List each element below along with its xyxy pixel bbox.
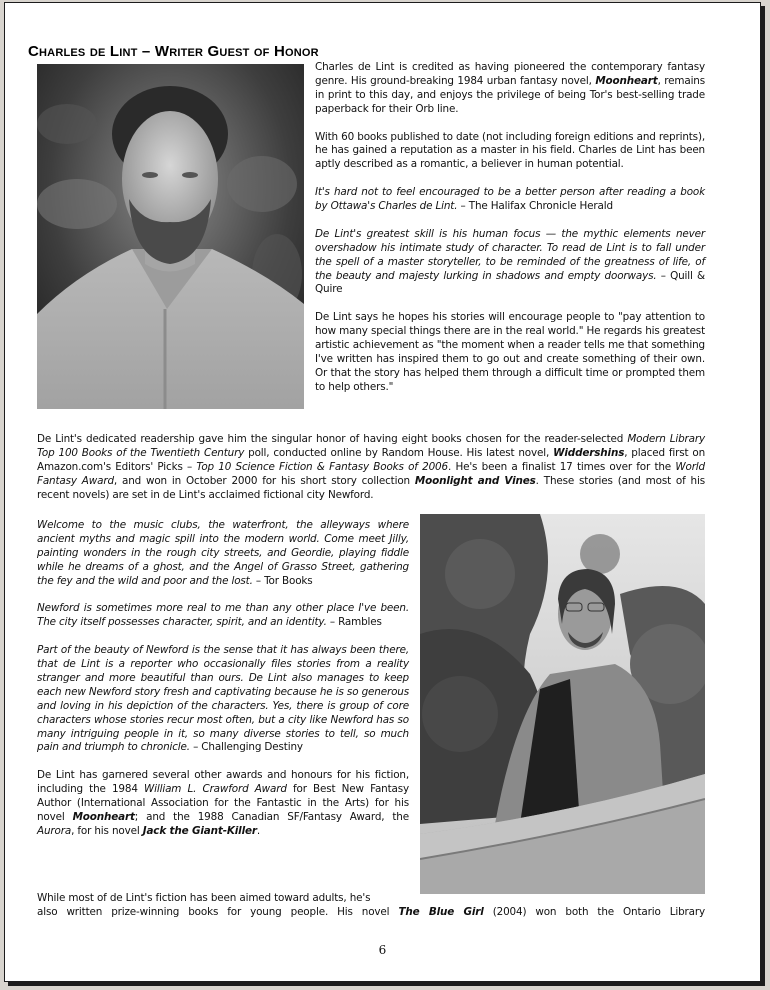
- page-title: Charles de Lint – Writer Guest of Honor: [28, 43, 319, 60]
- review-quote: Welcome to the music clubs, the waterfront, the alleyways where ancient myths and magic spill into the modern world. Come meet Jilly, painting wonders in the rough city streets, and Geordie, playing fiddle while he dreams of a ghost, and the Angel of Grasso Street, gathering the fey and the wild and poor and the lost. – Tor Books: [37, 519, 409, 587]
- book-title-moonheart: Moonheart: [595, 74, 658, 87]
- awards-paragraph: De Lint has garnered several other awards and honours for his fiction, including the 1984 William L. Crawford Award for Best New Fantasy Author (International Association for the Fantastic in the Arts) for his novel Moonheart; and the 1988 Canadian SF/Fantasy Award, the Aurora, for his novel Jack the Giant-Killer.: [37, 769, 409, 837]
- book-title-the-blue-girl: The Blue Girl: [398, 905, 484, 918]
- portrait-image: [37, 64, 304, 409]
- review-quote: It's hard not to feel encouraged to be a better person after reading a book by Ottawa's Charles de Lint. – The Halifax Chronicle Herald: [315, 186, 705, 213]
- book-title-jack-the-giant-killer: Jack the Giant-Killer: [142, 824, 257, 837]
- review-quote: Newford is sometimes more real to me than any other place I've been. The city itself possesses character, spirit, and an identity. – Rambles: [37, 602, 409, 629]
- newford-column: [37, 519, 409, 839]
- readership-paragraph: De Lint's dedicated readership gave him the singular honor of having eight books chosen for the reader-selected Modern Library Top 100 Books of the Twentieth Century poll, conducted online by Random House. His latest novel, Widdershins, placed first on Amazon.com's Editors' Picks – Top 10 Science Fiction & Fantasy Books of 2006. He's been a finalist 17 times over for the World Fantasy Award, and won in October 2000 for his short story collection Moonlight and Vines. These stories (and most of his recent novels) are set in de Lint's acclaimed fictional city Newford.: [37, 433, 706, 501]
- intro-paragraph: Charles de Lint is credited as having pioneered the contemporary fantasy genre. His ground-breaking 1984 urban fantasy novel, Moonheart, remains in print to this day, and enjoys the privilege of being Tor's best-selling trade paperback for their Orb line.: [315, 61, 706, 115]
- quote-source: – The Halifax Chronicle Herald: [457, 200, 613, 213]
- review-quote: De Lint's greatest skill is his human focus — the mythic elements never overshadow his intimate study of character. To read de Lint is to fall under the spell of a master storyteller, to be reminded of the greatness of life, of the beauty and majesty lurking in shadows and empty doorways. – Quill & Quire: [315, 227, 705, 296]
- document-page: [4, 2, 761, 982]
- review-quote: Part of the beauty of Newford is the sense that it has always been there, that de Lint is a reporter who occasionally files stories from a reality stranger and more beautiful than ours. De Lint also manages to keep each new Newford story fresh and captivating because he is so generous and loving in his depiction of the characters. Yes, there is group of core characters whose stories recur most often, but a city like Newford has so many intriguing people in it, so many diverse stories to tell, so much pain and triumph to chronicle. – Challenging Destiny: [37, 644, 409, 754]
- author-statement-paragraph: De Lint says he hopes his stories will encourage people to "pay attention to how many special things there are in the real world." He regards his greatest artistic achievement as "the moment when a reader tells me that something I've written has inspired them to go out and create something of their own. Or that the story has helped them through a difficult time or prompted them to help others.": [315, 311, 705, 393]
- intro-column: [315, 61, 705, 395]
- career-paragraph: With 60 books published to date (not including foreign editions and reprints), he has gained a reputation as a master in his field. Charles de Lint has been aptly described as a romantic, a believer in human potential.: [315, 130, 705, 171]
- book-title-moonheart: Moonheart: [72, 810, 135, 823]
- outdoor-photo: [420, 514, 705, 894]
- outdoor-image: [420, 514, 705, 894]
- portrait-photo: [37, 64, 304, 409]
- book-title-moonlight-and-vines: Moonlight and Vines: [414, 474, 536, 487]
- page-number: 6: [378, 943, 387, 957]
- quote-source: – Rambles: [326, 616, 382, 629]
- quote-source: – Quill & Quire: [315, 269, 705, 296]
- young-readers-paragraph: While most of de Lint's fiction has been aimed toward adults, he's also written prize-winning books for young people. His novel The Blue Girl (2004) won both the Ontario Library: [37, 892, 705, 918]
- book-title-widdershins: Widdershins: [553, 446, 625, 459]
- quote-source: – Challenging Destiny: [189, 741, 303, 754]
- quote-source: – Tor Books: [252, 574, 313, 587]
